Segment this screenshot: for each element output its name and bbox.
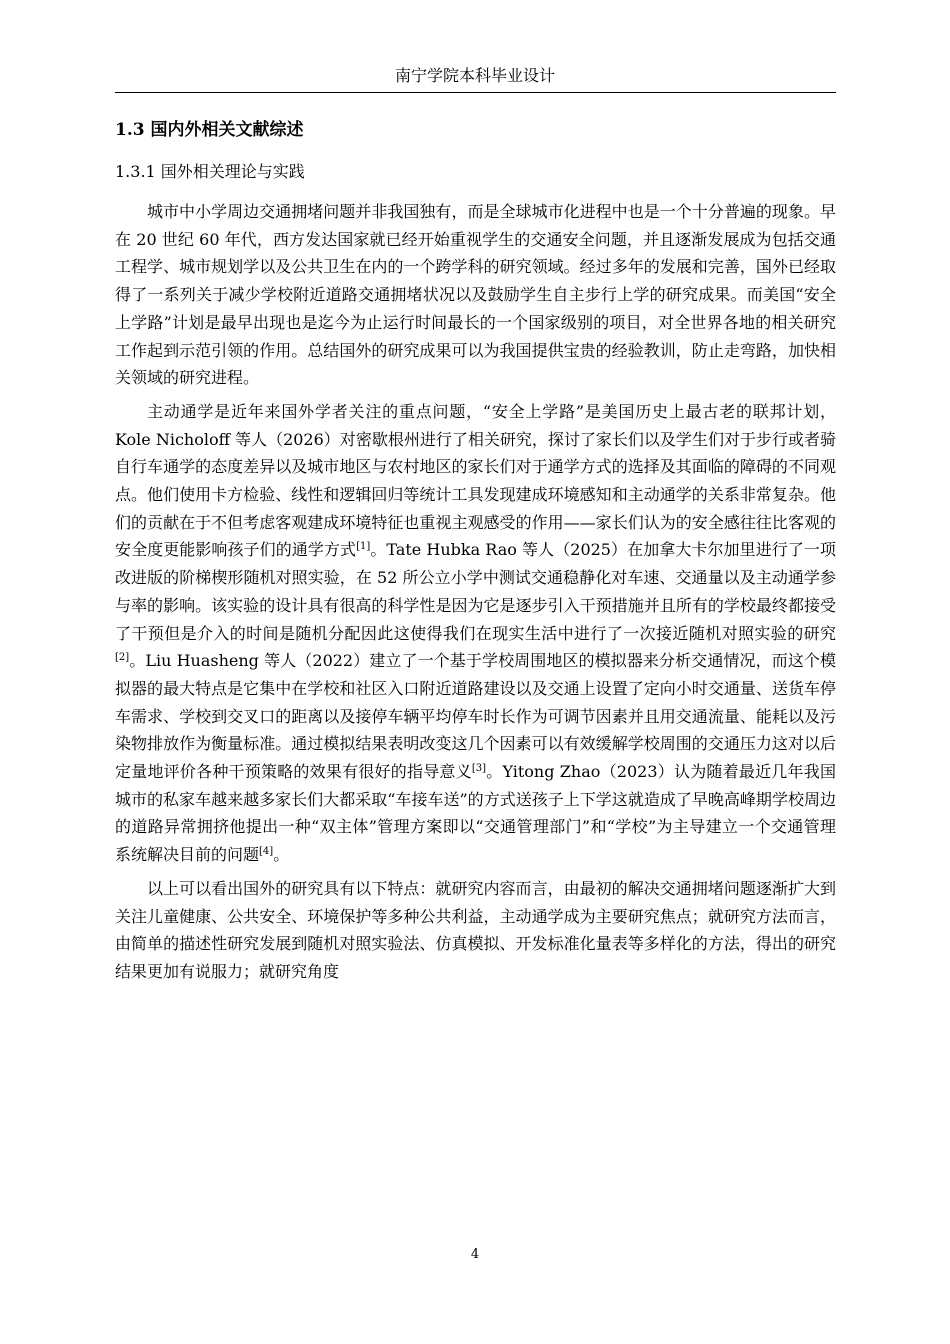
citation-2: [2] bbox=[115, 652, 130, 664]
paragraph-1: 城市中小学周边交通拥堵问题并非我国独有，而是全球城市化进程中也是一个十分普遍的现象。早在 20 世纪 60 年代，西方发达国家就已经开始重视学生的交通安全问题，并且逐渐发展成为包括交通工程学、城市规划学以及公共卫生在内的一个跨学科的研究领域。经过多年的发展和完善，国外已经取得了一系列关于减少学校附近道路交通拥堵状况以及鼓励学生自主步行上学的研究成果。而美国“安全上学路”计划是最早出现也是迄今为止运行时间最长的一个国家级别的项目，对全世界各地的相关研究工作起到示范引领的作用。总结国外的研究成果可以为我国提供宝贵的经验教训，防止走弯路，加快相关领域的研究进程。 bbox=[115, 202, 836, 388]
section-heading: 1.3 国内外相关文献综述 bbox=[115, 120, 304, 140]
paragraph-2-text-a: 主动通学是近年来国外学者关注的重点问题，“安全上学路”是美国历史上最古老的联邦计划，Kole Nicholoff 等人（2026）对密歇根州进行了相关研究，探讨了家长们以及学生们对于步行或者骑自行车通学的态度差异以及城市地区与农村地区的家长们对于通学方式的选择及其面临的障碍的不同观点。他们使用卡方检验、线性和逻辑回归等统计工具发现建成环境感知和主动通学的关系非常复杂。他们的贡献在于不但考虑客观建成环境特征也重视主观感受的作用——家长们认为的安全感往往比客观的安全度更能影响孩子们的通学方式 bbox=[115, 401, 836, 560]
paragraph-2-text-e: 。 bbox=[273, 845, 290, 865]
page-number: 4 bbox=[470, 1247, 480, 1262]
citation-3: [3] bbox=[471, 763, 487, 775]
subsection-heading: 1.3.1 国外相关理论与实践 bbox=[115, 162, 305, 181]
paragraph-3: 以上可以看出国外的研究具有以下特点：就研究内容而言，由最初的解决交通拥堵问题逐渐扩大到关注儿童健康、公共安全、环境保护等多种公共利益，主动通学成为主要研究焦点；就研究方法而言，由简单的描述性研究发展到随机对照实验法、仿真模拟、开发标准化量表等多样化的方法，得出的研究结果更加有说服力；就研究角度 bbox=[115, 878, 836, 981]
citation-1: [1] bbox=[356, 541, 371, 553]
citation-4: [4] bbox=[259, 846, 274, 858]
paragraph-2 bbox=[115, 398, 836, 869]
paragraph-2-text-d: 。Yitong Zhao（2023）认为随着最近几年我国城市的私家车越来越多家长们大都采取“车接车送”的方式送孩子上下学这就造成了早晚高峰期学校周边的道路异常拥挤他提出一种“双主体”管理方案即以“交通管理部门”和“学校”为主导建立一个交通管理系统解决目前的问题 bbox=[115, 762, 836, 865]
page-body bbox=[115, 112, 836, 986]
paragraph-2-text-c: 。Liu Huasheng 等人（2022）建立了一个基于学校周围地区的模拟器来分析交通情况，而这个模拟器的最大特点是它集中在学校和社区入口附近道路建设以及交通上设置了定向小时交通量、送货车停车需求、学校到交叉口的距离以及接停车辆平均停车时长作为可调节因素并且用交通流量、能耗以及污染物排放作为衡量标准。通过模拟结果表明改变这几个因素可以有效缓解学校周围的交通压力这对以后定量地评价各种干预策略的效果有很好的指导意义 bbox=[115, 651, 836, 782]
paragraph-2-text-b: 。Tate Hubka Rao 等人（2025）在加拿大卡尔加里进行了一项改进版的阶梯楔形随机对照实验，在 52 所公立小学中测试交通稳静化对车速、交通量以及主动通学参与率的影响。该实验的设计具有很高的科学性是因为它是逐步引入干预措施并且所有的学校最终都接受了干预但是介入的时间是随机分配因此这使得我们在现实生活中进行了一次接近随机对照实验的研究 bbox=[115, 540, 836, 643]
page-header: 南宁学院本科毕业设计 bbox=[394, 66, 555, 85]
header-rule bbox=[115, 92, 836, 93]
